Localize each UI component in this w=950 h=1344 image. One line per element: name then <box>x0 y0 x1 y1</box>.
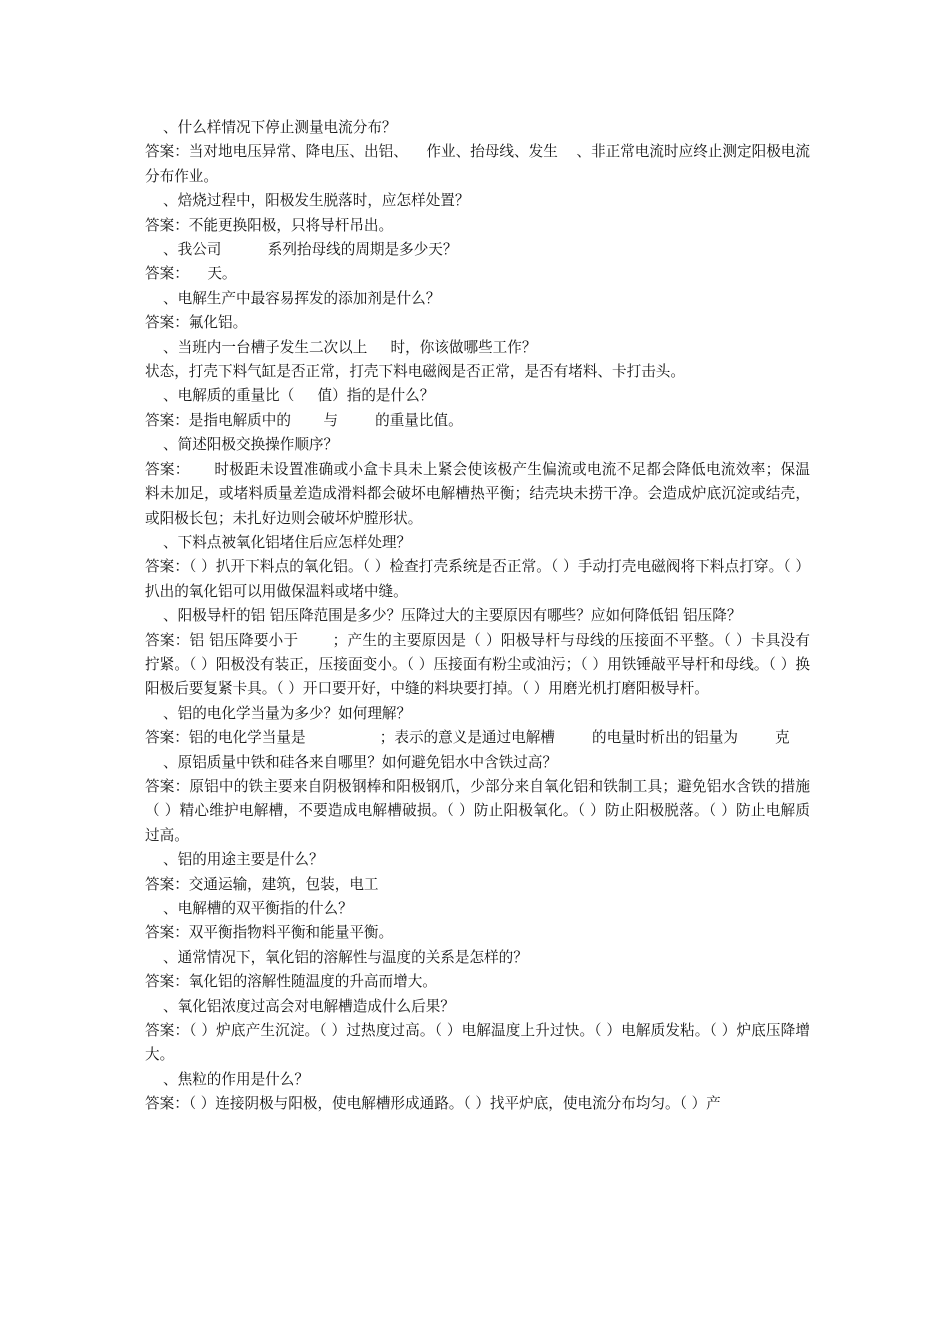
answer: 答案：不能更换阳极，只将导杆吊出。 <box>145 216 394 234</box>
question: 、电解生产中最容易挥发的添加剂是什么？ <box>163 289 441 307</box>
question: 、原铝质量中铁和硅各来自哪里？如何避免铝水中含铁过高？ <box>163 753 558 771</box>
answer: 答案：双平衡指物料平衡和能量平衡。 <box>145 924 394 942</box>
answer: 答案：铝 铝压降要小于 ；产生的主要原因是（ ）阳极导杆与母线的压接面不平整。（ ）卡具没有拧紧。（ ）阳极没有装正，压接面变小。（ ）压接面有粉尘或油污；（ ）用铁锤敲平导杆和母线。（ ）换阳极后要复紧卡具。（ ）开口要开好，中缝的料块要打掉。（ ）用磨光机打磨阳极导杆。 <box>145 631 810 698</box>
question: 、氧化铝浓度过高会对电解槽造成什么后果？ <box>163 997 455 1015</box>
answer: 状态，打壳下料气缸是否正常，打壳下料电磁阀是否正常，是否有堵料、卡打击头。 <box>145 363 685 381</box>
answer: 答案：是指电解质中的 与 的重量比值。 <box>145 411 463 429</box>
answer: 答案： 天。 <box>145 265 237 283</box>
answer: 答案：（ ）扒开下料点的氧化铝。（ ）检查打壳系统是否正常。（ ）手动打壳电磁阀将下料点打穿。（ ）扒出的氧化铝可以用做保温料或堵中缝。 <box>145 558 810 600</box>
question: 、什么样情况下停止测量电流分布？ <box>163 119 397 136</box>
answer: 答案：（ ）连接阴极与阳极，使电解槽形成通路。（ ）找平炉底，使电流分布均匀。（ ）产 <box>145 1095 721 1113</box>
answer: 答案： 时极距未设置准确或小盒卡具未上紧会使该极产生偏流或电流不足都会降低电流效率；保温料未加足，或堵料质量差造成滑料都会破坏电解槽热平衡；结壳块未捞干净。会造成炉底沉淀或结壳，或阳极长包；未扎好边则会破坏炉膛形状。 <box>145 460 810 527</box>
document-page <box>145 116 810 1117</box>
question: 、焙烧过程中，阳极发生脱落时，应怎样处置？ <box>163 192 470 210</box>
question: 、阳极导杆的铝 铝压降范围是多少？压降过大的主要原因有哪些？应如何降低铝 铝压降？ <box>163 607 742 625</box>
answer: 答案：氟化铝。 <box>145 314 248 332</box>
question: 、电解槽的双平衡指的什么？ <box>163 900 353 917</box>
question: 、下料点被氧化铝堵住后应怎样处理？ <box>163 533 412 551</box>
answer: 答案：当对地电压异常、降电压、出铝、 作业、抬母线、发生 、非正常电流时应终止测定阳极电流分布作业。 <box>145 143 810 185</box>
question: 、电解质的重量比（ 值）指的是什么？ <box>163 387 435 405</box>
answer: 答案：铝的电化学当量是 ；表示的意义是通过电解槽 的电量时析出的铝量为 克 <box>145 729 790 747</box>
answer: 答案：交通运输，建筑，包装，电工 <box>145 875 379 893</box>
question: 、当班内一台槽子发生二次以上 时，你该做哪些工作？ <box>163 338 537 356</box>
question: 、铝的用途主要是什么？ <box>163 851 324 869</box>
question: 、焦粒的作用是什么？ <box>163 1070 309 1088</box>
answer: 答案：（ ）炉底产生沉淀。（ ）过热度过高。（ ）电解温度上升过快。（ ）电解质发粘。（ ）炉底压降增大。 <box>145 1022 810 1064</box>
question: 、通常情况下，氧化铝的溶解性与温度的关系是怎样的？ <box>163 948 528 966</box>
answer: 答案：氧化铝的溶解性随温度的升高而增大。 <box>145 973 437 991</box>
question: 、我公司 系列抬母线的周期是多少天？ <box>163 241 458 259</box>
answer: 答案：原铝中的铁主要来自阴极钢棒和阳极钢爪，少部分来自氧化铝和铁制工具；避免铝水含铁的措施（ ）精心维护电解槽，不要造成电解槽破损。（ ）防止阳极氧化。（ ）防止阳极脱落。（ ）防止电解质过高。 <box>145 777 810 844</box>
question: 、简述阳极交换操作顺序？ <box>163 436 339 454</box>
question: 、铝的电化学当量为多少？如何理解？ <box>163 704 412 722</box>
